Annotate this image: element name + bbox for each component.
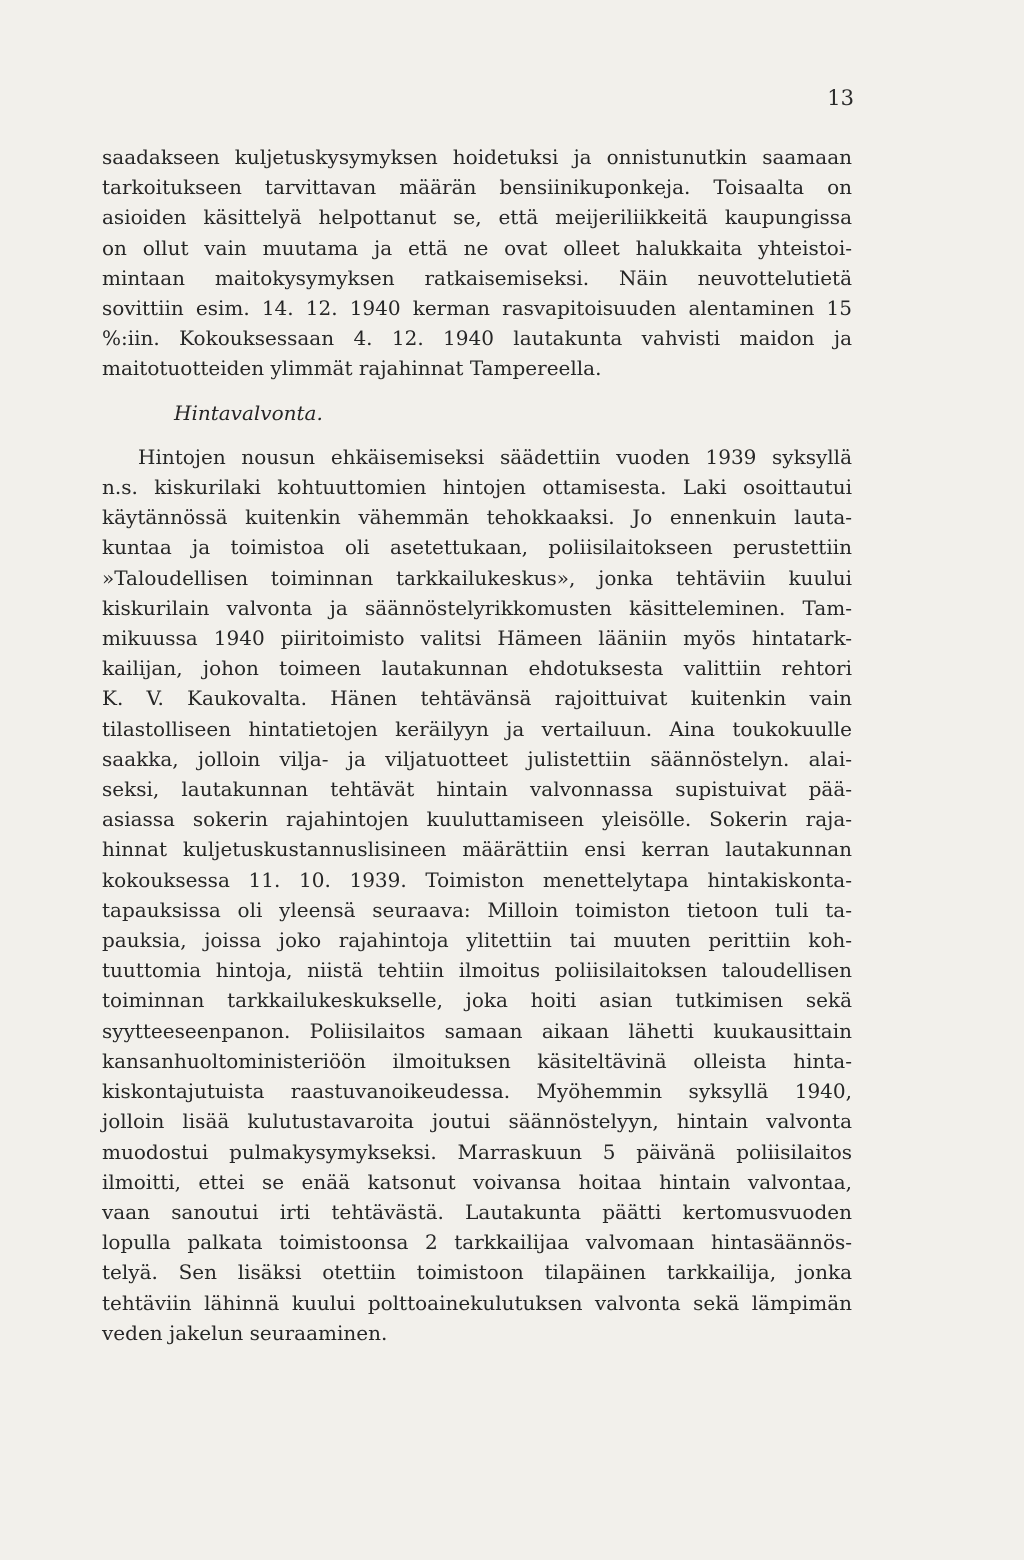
text-line: tilastolliseen hintatietojen keräilyyn ja vertailuun. Aina toukokuulle <box>102 716 852 741</box>
text-line: saakka, jolloin vilja- ja viljatuotteet julistettiin säännöstelyn. alai- <box>102 746 852 771</box>
text-line: seksi, lautakunnan tehtävät hintain valvonnassa supistuivat pää- <box>102 777 852 802</box>
text-line: kiskontajutuista raastuvanoikeudessa. Myöhemmin syksyllä 1940, <box>102 1079 852 1104</box>
text-line: tehtäviin lähinnä kuului polttoainekulutuksen valvonta sekä lämpimän <box>102 1290 852 1315</box>
text-line: syytteeseenpanon. Poliisilaitos samaan aikaan lähetti kuukausittain <box>102 1018 852 1043</box>
text-line: muodostui pulmakysymykseksi. Marraskuun 5 päivänä poliisilaitos <box>102 1139 852 1164</box>
text-line: kiskurilain valvonta ja säännöstelyrikkomusten käsitteleminen. Tam- <box>102 595 852 620</box>
text-line: asiassa sokerin rajahintojen kuuluttamiseen yleisölle. Sokerin raja- <box>102 807 852 832</box>
text-line: tuuttomia hintoja, niistä tehtiin ilmoitus poliisilaitoksen taloudellisen <box>102 958 852 983</box>
paragraph-2 <box>102 442 852 1348</box>
text-line: kokouksessa 11. 10. 1939. Toimiston menettelytapa hintakiskonta- <box>102 867 852 892</box>
text-line: pauksia, joissa joko rajahintoja ylitettiin tai muuten perittiin koh- <box>102 928 852 953</box>
text-line: toiminnan tarkkailukeskukselle, joka hoiti asian tutkimisen sekä <box>102 988 852 1013</box>
text-line: hinnat kuljetuskustannuslisineen määrättiin ensi kerran lautakunnan <box>102 837 852 862</box>
text-line: tarkoitukseen tarvittavan määrän bensiinikuponkeja. Toisaalta on <box>102 175 852 200</box>
section-heading: Hintavalvonta. <box>174 400 323 425</box>
text-line: K. V. Kaukovalta. Hänen tehtävänsä rajoittuivat kuitenkin vain <box>102 686 852 711</box>
text-line: tapauksissa oli yleensä seuraava: Milloin toimiston tietoon tuli ta- <box>102 897 852 922</box>
text-line: kailijan, johon toimeen lautakunnan ehdotuksesta valittiin rehtori <box>102 656 852 681</box>
text-line: ilmoitti, ettei se enää katsonut voivansa hoitaa hintain valvontaa, <box>102 1169 852 1194</box>
text-line: »Taloudellisen toiminnan tarkkailukeskus», jonka tehtäviin kuului <box>102 565 852 590</box>
text-line: Hintojen nousun ehkäisemiseksi säädettiin vuoden 1939 syksyllä <box>138 444 852 469</box>
text-line: on ollut vain muutama ja että ne ovat olleet halukkaita yhteistoi- <box>102 235 852 260</box>
text-line: sovittiin esim. 14. 12. 1940 kerman rasvapitoisuuden alentaminen 15 <box>102 296 852 321</box>
paragraph-1 <box>102 142 852 384</box>
body-text <box>102 142 852 1348</box>
text-line: telyä. Sen lisäksi otettiin toimistoon tilapäinen tarkkailija, jonka <box>102 1260 852 1285</box>
text-line: n.s. kiskurilaki kohtuuttomien hintojen ottamisesta. Laki osoittautui <box>102 475 852 500</box>
text-line: asioiden käsittelyä helpottanut se, että meijeriliikkeitä kaupungissa <box>102 205 852 230</box>
text-line: %:iin. Kokouksessaan 4. 12. 1940 lautakunta vahvisti maidon ja <box>102 326 852 351</box>
text-line: käytännössä kuitenkin vähemmän tehokkaaksi. Jo ennenkuin lauta- <box>102 505 852 530</box>
text-line: jolloin lisää kulutustavaroita joutui säännöstelyyn, hintain valvonta <box>102 1109 852 1134</box>
text-line: veden jakelun seuraaminen. <box>102 1320 388 1345</box>
text-line: mikuussa 1940 piiritoimisto valitsi Hämeen lääniin myös hintatark- <box>102 626 852 651</box>
page-number: 13 <box>827 86 854 110</box>
text-line: saadakseen kuljetuskysymyksen hoidetuksi ja onnistunutkin saamaan <box>102 145 852 169</box>
text-line: mintaan maitokysymyksen ratkaisemiseksi. Näin neuvottelutietä <box>102 265 852 290</box>
text-line: kuntaa ja toimistoa oli asetettukaan, poliisilaitokseen perustettiin <box>102 535 852 560</box>
text-line: kansanhuoltoministeriöön ilmoituksen käsiteltävinä olleista hinta- <box>102 1048 852 1073</box>
text-line: vaan sanoutui irti tehtävästä. Lautakunta päätti kertomusvuoden <box>102 1199 852 1224</box>
text-line: maitotuotteiden ylimmät rajahinnat Tampereella. <box>102 356 602 381</box>
text-line: lopulla palkata toimistoonsa 2 tarkkailijaa valvomaan hintasäännös- <box>102 1230 852 1255</box>
